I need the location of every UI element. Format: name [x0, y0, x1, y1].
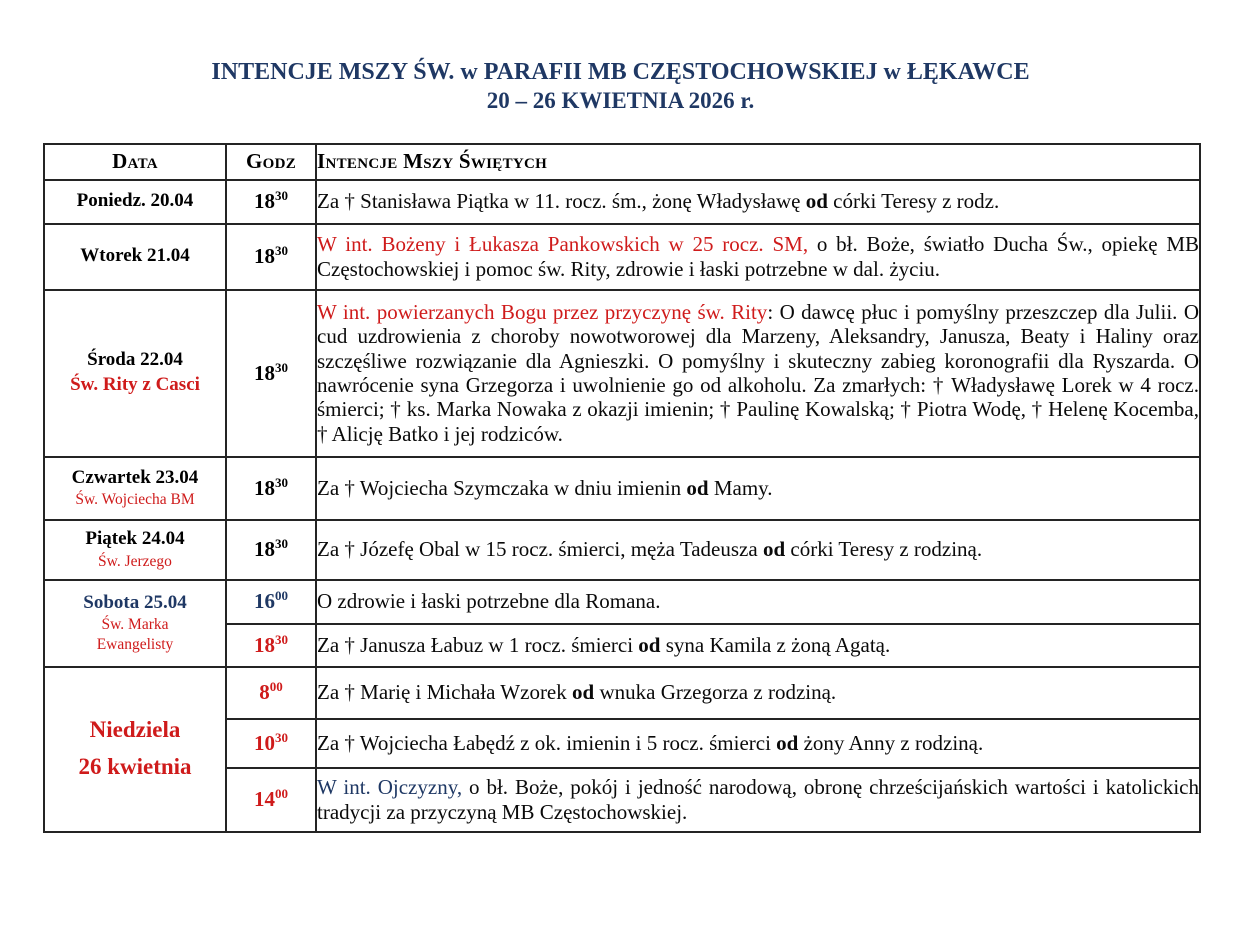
table-row-tuesday	[44, 224, 1200, 290]
date-cell-thursday	[44, 457, 226, 520]
intention-cell-friday: Za † Józefę Obal w 15 rocz. śmierci, męża Tadeusza od córki Teresy z rodziną.	[316, 520, 1200, 580]
date-cell-friday	[44, 520, 226, 580]
date-cell-saturday	[44, 580, 226, 667]
time-cell-saturday-1830	[226, 624, 316, 667]
title-line-2: 20 – 26 KWIETNIA 2026 r.	[486, 87, 755, 113]
time-minutes: 30	[275, 359, 288, 375]
date-label: Środa 22.04	[87, 349, 183, 371]
table-row-saturday-1600	[44, 580, 1200, 624]
col-header-godz: Godz	[226, 144, 316, 180]
intention-cell-saturday-1830: Za † Janusza Łabuz w 1 rocz. śmierci od syna Kamila z żoną Agatą.	[316, 624, 1200, 667]
table-row-thursday	[44, 457, 1200, 520]
date-cell-monday	[44, 180, 226, 224]
col-header-data: Data	[44, 144, 226, 180]
date-cell-sunday	[44, 667, 226, 832]
table-row-friday	[44, 520, 1200, 580]
feast-label: Św. Rity z Casci	[70, 374, 200, 396]
time-cell-friday	[226, 520, 316, 580]
date-label-line-2: 26 kwietnia	[78, 754, 192, 780]
table-header-row	[44, 144, 1200, 180]
col-header-intencje: Intencje Mszy Świętych	[316, 144, 1200, 180]
mass-intentions-table-wrap	[43, 143, 1241, 833]
time-minutes: 00	[275, 786, 288, 802]
table-row-sunday-0800	[44, 667, 1200, 719]
time-cell-wednesday	[226, 290, 316, 457]
page-title	[0, 58, 1241, 116]
date-label: Poniedz. 20.04	[76, 190, 194, 212]
title-line-1: INTENCJE MSZY ŚW. w PARAFII MB CZĘSTOCHOWSKIEJ w ŁĘKAWCE	[211, 59, 1030, 85]
table-row-wednesday	[44, 290, 1200, 457]
time-minutes: 30	[275, 243, 288, 259]
date-label-line-1: Niedziela	[89, 717, 181, 743]
time-cell-sunday-1400	[226, 768, 316, 832]
time-hour: 14	[254, 787, 275, 812]
time-minutes: 30	[275, 631, 288, 647]
feast-label: Św. Jerzego	[98, 552, 172, 570]
time-minutes: 30	[275, 536, 288, 552]
date-cell-wednesday	[44, 290, 226, 457]
time-hour: 10	[254, 730, 275, 755]
time-cell-monday	[226, 180, 316, 224]
time-cell-thursday	[226, 457, 316, 520]
time-cell-sunday-1030	[226, 719, 316, 768]
table-row-monday	[44, 180, 1200, 224]
time-hour: 18	[254, 189, 275, 214]
intention-cell-sunday-0800: Za † Marię i Michała Wzorek od wnuka Grzegorza z rodziną.	[316, 667, 1200, 719]
intention-cell-thursday: Za † Wojciecha Szymczaka w dniu imienin od Mamy.	[316, 457, 1200, 520]
intention-cell-monday: Za † Stanisława Piątka w 11. rocz. śm., żonę Władysławę od córki Teresy z rodz.	[316, 180, 1200, 224]
date-label: Czwartek 23.04	[71, 466, 199, 488]
intention-cell-wednesday: W int. powierzanych Bogu przez przyczynę św. Rity: O dawcę płuc i pomyślny przeszczep dla Julii. O cud uzdrowienia z choroby nowotworowej dla Marzeny, Aleksandry, Janusza, Beaty i Haliny oraz szczęśliwe rozwiązanie dla Agnieszki. O pomyślny i skuteczny zabieg koronografii dla Ryszarda. O nawrócenie syna Grzegorza i uwolnienie go od alkoholu. Za zmarłych: † Władysławę Lorek w 4 rocz. śmierci; † ks. Marka Nowaka z okazji imienin; † Paulinę Kowalską; † Piotra Wodę, † Helenę Kocemba, † Alicję Batko i jej rodziców.	[316, 290, 1200, 457]
time-hour: 18	[254, 475, 275, 500]
time-minutes: 00	[275, 588, 288, 604]
intention-cell-saturday-1600: O zdrowie i łaski potrzebne dla Romana.	[316, 580, 1200, 624]
time-hour: 16	[254, 589, 275, 614]
feast-label-line-2: Ewangelisty	[96, 636, 174, 654]
date-label: Wtorek 21.04	[80, 245, 190, 267]
feast-label: Św. Wojciecha BM	[75, 491, 195, 509]
feast-label-line-1: Św. Marka	[101, 616, 169, 634]
time-cell-sunday-0800	[226, 667, 316, 719]
time-cell-tuesday	[226, 224, 316, 290]
date-label: Sobota 25.04	[83, 591, 187, 613]
time-hour: 18	[254, 244, 275, 269]
time-minutes: 30	[275, 474, 288, 490]
mass-intentions-table	[43, 143, 1201, 833]
date-cell-tuesday	[44, 224, 226, 290]
time-cell-saturday-1600	[226, 580, 316, 624]
intention-cell-sunday-1400: W int. Ojczyzny, o bł. Boże, pokój i jedność narodową, obronę chrześcijańskich wartości i katolickich tradycji za przyczyną MB Częstochowskiej.	[316, 768, 1200, 832]
time-hour: 18	[254, 360, 275, 385]
time-minutes: 00	[269, 679, 283, 695]
time-minutes: 30	[275, 729, 288, 745]
date-label: Piątek 24.04	[85, 528, 185, 550]
time-hour: 8	[259, 680, 270, 705]
intention-cell-sunday-1030: Za † Wojciecha Łabędź z ok. imienin i 5 rocz. śmierci od żony Anny z rodziną.	[316, 719, 1200, 768]
time-minutes: 30	[275, 188, 288, 204]
time-hour: 18	[254, 632, 275, 657]
time-hour: 18	[254, 537, 275, 562]
intention-cell-tuesday: W int. Bożeny i Łukasza Pankowskich w 25 rocz. SM, o bł. Boże, światło Ducha Św., opiekę MB Częstochowskiej i pomoc św. Rity, zdrowie i łaski potrzebne w dal. życiu.	[316, 224, 1200, 290]
